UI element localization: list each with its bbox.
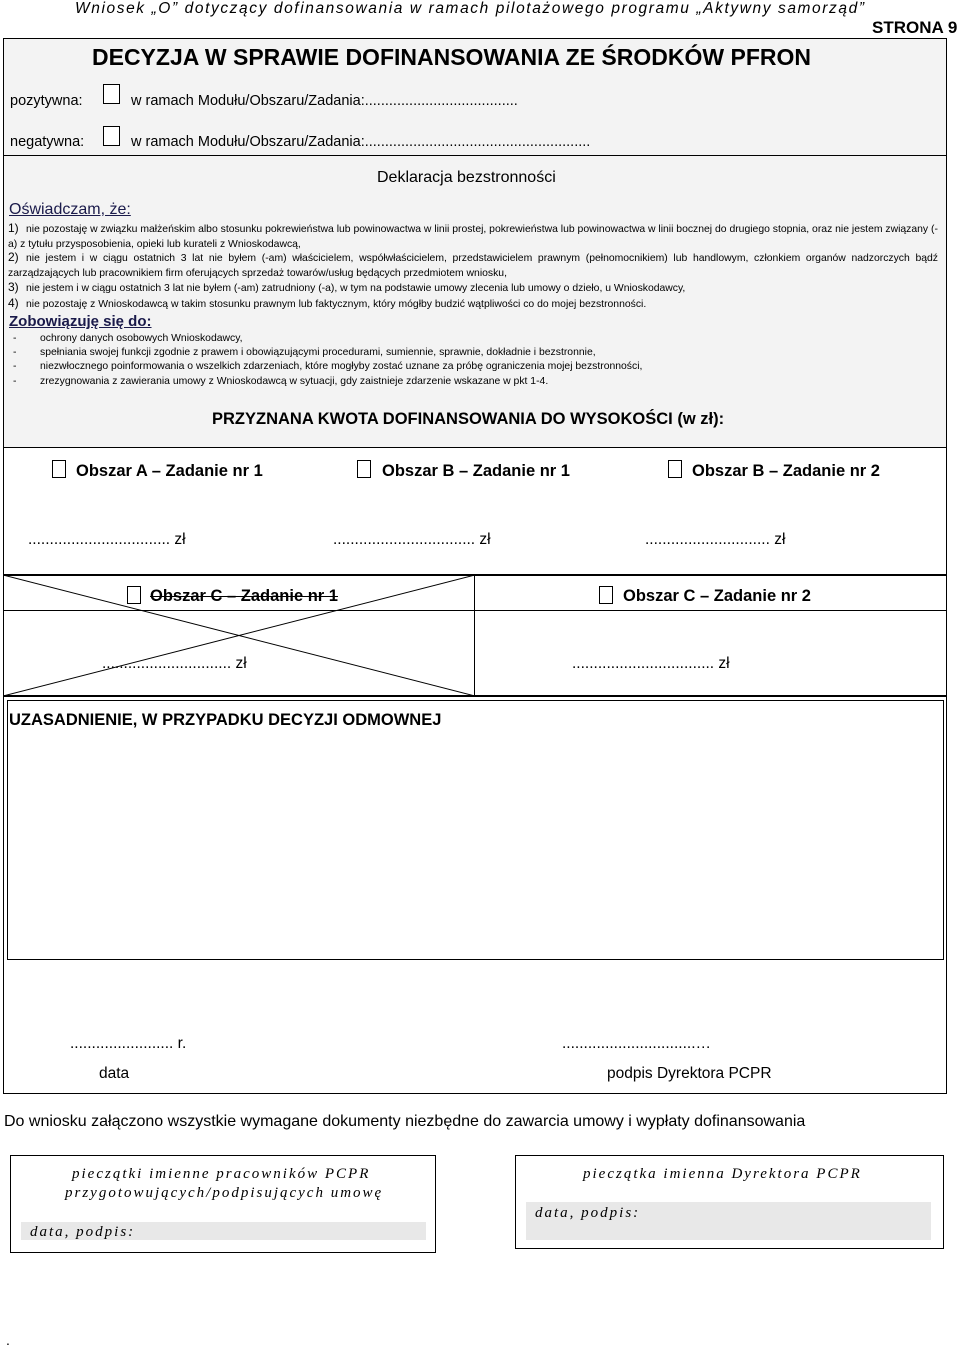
- negative-label: negatywna:: [10, 134, 85, 150]
- document-header-title: Wniosek „O” dotyczący dofinansowania w ramach pilotażowego programu „Aktywny samorząd”: [75, 0, 866, 17]
- area-b2-amount[interactable]: ............................. zł: [645, 531, 786, 548]
- commitment-item: [13, 332, 243, 347]
- area-b2-label: Obszar B – Zadanie nr 2: [692, 462, 880, 480]
- director-signature-label: podpis Dyrektora PCPR: [607, 1065, 772, 1082]
- item-number: 4): [8, 296, 19, 310]
- commitment-item: [13, 375, 548, 390]
- commitment-text: zrezygnowania z zawierania umowy z Wnioskodawcą w sytuacji, gdy zaistnieje zdarzenie wskazane w pkt 1-4.: [40, 376, 549, 387]
- area-c1-label: Obszar C – Zadanie nr 1: [150, 587, 338, 605]
- declaration-item: [8, 250, 938, 281]
- area-b1-checkbox[interactable]: [357, 460, 371, 478]
- justification-title: UZASADNIENIE, W PRZYPADKU DECYZJI ODMOWNEJ: [9, 711, 442, 729]
- commitment-text: ochrony danych osobowych Wnioskodawcy,: [40, 333, 243, 344]
- date-label: data: [99, 1065, 130, 1082]
- item-number: 2): [8, 250, 19, 264]
- decision-title: DECYZJA W SPRAWIE DOFINANSOWANIA ZE ŚRODKÓW PFRON: [92, 44, 811, 70]
- director-sign-label[interactable]: data, podpis:: [535, 1205, 641, 1221]
- area-a1-label: Obszar A – Zadanie nr 1: [76, 462, 263, 480]
- commitment-item: [13, 346, 596, 361]
- director-stamp-line1: pieczątka imienna Dyrektora PCPR: [583, 1166, 862, 1182]
- dash: -: [13, 347, 17, 358]
- area-a1-amount[interactable]: ................................. zł: [28, 531, 186, 548]
- item-number: 3): [8, 280, 19, 294]
- area-c1-checkbox[interactable]: [127, 586, 141, 604]
- item-number: 1): [8, 221, 19, 235]
- page-number: STRONA 9: [872, 18, 958, 37]
- funding-title: PRZYZNANA KWOTA DOFINANSOWANIA DO WYSOKOŚCI (w zł):: [212, 410, 725, 428]
- positive-checkbox[interactable]: [103, 84, 120, 104]
- footer-mark: .: [6, 1332, 10, 1348]
- negative-scope-text: w ramach Modułu/Obszaru/Zadania:........................................................: [131, 134, 591, 150]
- area-c1-amount[interactable]: .............................. zł: [102, 655, 247, 672]
- justification-text-area[interactable]: [7, 700, 944, 960]
- staff-sign-label[interactable]: data, podpis:: [30, 1224, 136, 1240]
- attachments-note: Do wniosku załączono wszystkie wymagane dokumenty niezbędne do zawarcia umowy i wypłaty dofinansowania: [4, 1113, 806, 1130]
- dash: -: [13, 361, 17, 372]
- area-b1-amount[interactable]: ................................. zł: [333, 531, 491, 548]
- positive-scope-text: w ramach Modułu/Obszaru/Zadania:......................................: [131, 93, 518, 109]
- declaration-item: [8, 296, 938, 313]
- commitment-text: spełniania swojej funkcji zgodnie z prawem i obowiązującymi procedurami, sumiennie, sprawnie, dokładnie i bezstronnie,: [40, 347, 596, 358]
- area-a1-checkbox[interactable]: [52, 460, 66, 478]
- item-text: nie jestem i w ciągu ostatnich 3 lat nie byłem (-am) właścicielem, współwłaścicielem, przedstawicielem prawnym (pełnomocnikiem) lub handlowym, członkiem organów nadzorczych bądź zarządzających lub pracownikiem firm oferujących sprzedaż towarów/usług będących przedmiotem wniosku,: [8, 253, 938, 279]
- area-b1-label: Obszar B – Zadanie nr 1: [382, 462, 570, 480]
- staff-stamp-line1: pieczątki imienne pracowników PCPR: [72, 1166, 371, 1182]
- declaration-item: [8, 221, 938, 252]
- area-c2-label: Obszar C – Zadanie nr 2: [623, 587, 811, 605]
- commitment-item: [13, 360, 642, 375]
- area-b2-checkbox[interactable]: [668, 460, 682, 478]
- declaration-title: Deklaracja bezstronności: [377, 169, 556, 186]
- declaration-statement: Oświadczam, że:: [9, 201, 131, 218]
- date-field[interactable]: ........................ r.: [70, 1035, 187, 1052]
- declaration-item: [8, 280, 938, 297]
- commitment-text: niezwłocznego poinformowania o wszelkich zdarzeniach, które mogłyby zostać uznane za próbę ograniczenia mojej bezstronności,: [40, 361, 643, 372]
- item-text: nie jestem i w ciągu ostatnich 3 lat nie byłem (-am) zatrudniony (-a), w tym na podstawie umowy zlecenia lub umowy o dzieło, u Wnioskodawcy,: [26, 283, 686, 294]
- item-text: nie pozostaję w związku małżeńskim albo stosunku pokrewieństwa lub powinowactwa w linii prostej, pokrewieństwa lub powinowactwa w linii bocznej do drugiego stopnia, oraz nie jestem związany (-a) z tytułu przysposobienia, opieki lub kurateli z Wnioskodawcą,: [8, 224, 938, 250]
- item-text: nie pozostaję z Wnioskodawcą w takim stosunku prawnym lub faktycznym, który mógłby budzić wątpliwości co do mojej bezstronności.: [26, 299, 647, 310]
- area-c2-checkbox[interactable]: [599, 586, 613, 604]
- commitment-title: Zobowiązuję się do:: [9, 313, 152, 330]
- director-signature-field[interactable]: ...............................…: [562, 1035, 711, 1052]
- positive-label: pozytywna:: [10, 93, 83, 109]
- area-c2-amount[interactable]: ................................. zł: [572, 655, 730, 672]
- dash: -: [13, 333, 17, 344]
- staff-stamp-line2: przygotowujących/podpisujących umowę: [65, 1185, 384, 1201]
- dash: -: [13, 376, 17, 387]
- negative-checkbox[interactable]: [103, 126, 120, 146]
